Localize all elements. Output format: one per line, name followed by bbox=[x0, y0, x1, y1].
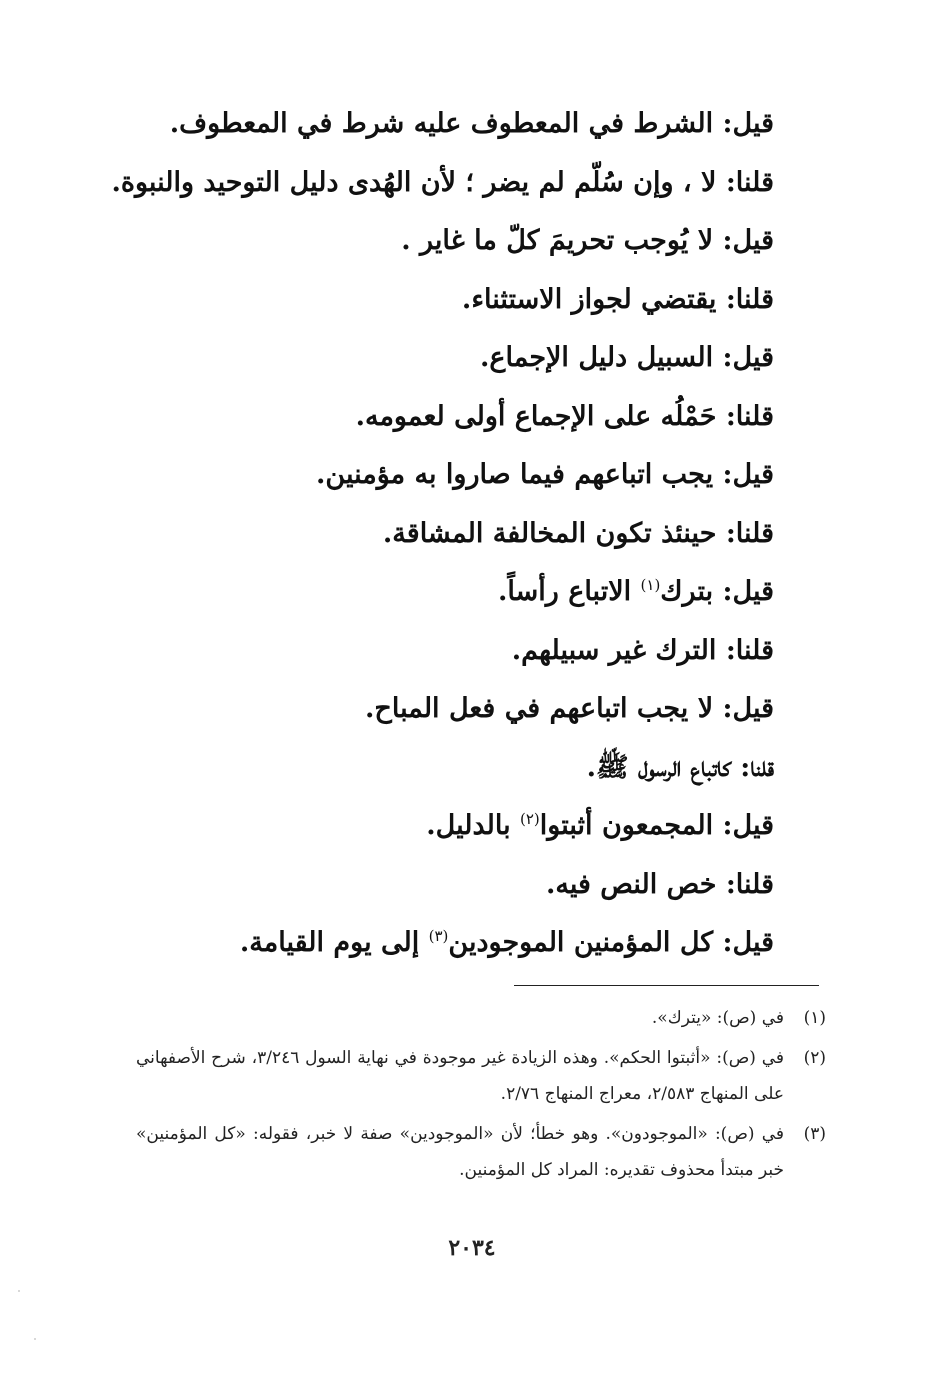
line-text: لا يُوجب تحريمَ كلّ ما غاير . bbox=[401, 225, 714, 256]
footnote-text: في (ص): «الموجودون». وهو خطأ؛ لأن «الموجودين» صفة لا خبر، فقوله: «كل المؤمنين» خبر مبتدأ محذوف تقديره: المراد كل المؤمنين. bbox=[136, 1124, 784, 1180]
line-text: حَمْلُه على الإجماع أولى لعمومه. bbox=[355, 400, 717, 432]
line-text: خص النص فيه. bbox=[545, 868, 717, 900]
speaker-label: قلنا: bbox=[725, 283, 774, 315]
line-text: لا يجب اتباعهم في فعل المباح. bbox=[365, 693, 714, 724]
footnote bbox=[136, 1000, 826, 1036]
footnote-number: (٢) bbox=[803, 1048, 826, 1068]
line-text: الترك غير سبيلهم. bbox=[511, 634, 717, 666]
dialogue-line bbox=[134, 739, 774, 798]
speaker-label: قلنا: bbox=[725, 166, 774, 198]
dialogue-line bbox=[134, 563, 774, 622]
dialogue-line bbox=[134, 797, 774, 856]
line-text: كاتباع الرسول ﷺ. bbox=[586, 751, 731, 783]
speaker-label: قيل: bbox=[722, 810, 774, 841]
line-text: بالدليل. bbox=[426, 810, 520, 841]
footnote bbox=[136, 1040, 826, 1112]
footnote-divider bbox=[514, 985, 819, 986]
line-text: بترك bbox=[660, 576, 714, 607]
dialogue-line bbox=[134, 95, 774, 154]
dialogue-line bbox=[134, 446, 774, 505]
line-text: حينئذ تكون المخالفة المشاقة. bbox=[382, 517, 717, 549]
page-number: ٢٠٣٤ bbox=[448, 1235, 496, 1261]
speaker-label: قلنا: bbox=[725, 634, 774, 666]
line-text: لا ، وإن سُلّم لم يضر ؛ لأن الهُدى دليل التوحيد والنبوة. bbox=[111, 166, 717, 198]
dialogue-line bbox=[134, 212, 774, 271]
dialogue-line bbox=[134, 914, 774, 973]
speaker-label: قيل: bbox=[722, 225, 774, 256]
dialogue-line bbox=[134, 329, 774, 388]
line-text: يقتضي لجواز الاستثناء. bbox=[461, 283, 717, 315]
footnote-marker[interactable]: (٢) bbox=[520, 810, 540, 828]
speaker-label: قلنا: bbox=[725, 868, 774, 900]
speaker-label: قيل: bbox=[722, 459, 774, 490]
line-text: السبيل دليل الإجماع. bbox=[479, 342, 714, 373]
dialogue-line bbox=[134, 622, 774, 681]
speaker-label: قلنا: bbox=[725, 400, 774, 432]
speaker-label: قيل: bbox=[722, 342, 774, 373]
footnote-number: (٣) bbox=[803, 1124, 826, 1144]
scan-speck bbox=[34, 1338, 36, 1340]
footnote-marker[interactable]: (٣) bbox=[428, 927, 449, 945]
footnote-text: في (ص): «يترك». bbox=[651, 1008, 784, 1028]
speaker-label: قلنا: bbox=[740, 751, 774, 783]
line-text: إلى يوم القيامة. bbox=[239, 927, 429, 958]
line-text: الشرط في المعطوف عليه شرط في المعطوف. bbox=[169, 108, 714, 139]
dialogue-line bbox=[134, 680, 774, 739]
line-text: كل المؤمنين الموجودين bbox=[448, 927, 714, 958]
scan-speck bbox=[18, 1290, 20, 1292]
dialogue-body bbox=[111, 95, 774, 973]
dialogue-line bbox=[134, 271, 774, 330]
dialogue-line bbox=[134, 856, 774, 915]
footnotes-section bbox=[136, 1000, 826, 1192]
line-text: المجمعون أثبتوا bbox=[539, 810, 714, 841]
line-text: يجب اتباعهم فيما صاروا به مؤمنين. bbox=[316, 459, 714, 490]
footnote-text: في (ص): «أثبتوا الحكم». وهذه الزيادة غير موجودة في نهاية السول ٣/٢٤٦، شرح الأصفهاني على المنهاج ٢/٥٨٣، معراج المنهاج ٢/٧٦. bbox=[136, 1048, 785, 1104]
dialogue-line bbox=[111, 154, 774, 213]
speaker-label: قيل: bbox=[722, 576, 774, 607]
line-text: الاتباع رأساً. bbox=[498, 576, 641, 607]
dialogue-line bbox=[134, 388, 774, 447]
speaker-label: قيل: bbox=[722, 108, 774, 139]
footnote bbox=[136, 1116, 826, 1188]
footnote-marker[interactable]: (١) bbox=[640, 576, 661, 594]
speaker-label: قلنا: bbox=[725, 517, 774, 549]
dialogue-line bbox=[134, 505, 774, 564]
speaker-label: قيل: bbox=[722, 927, 774, 958]
footnote-number: (١) bbox=[803, 1008, 826, 1028]
speaker-label: قيل: bbox=[722, 693, 774, 724]
